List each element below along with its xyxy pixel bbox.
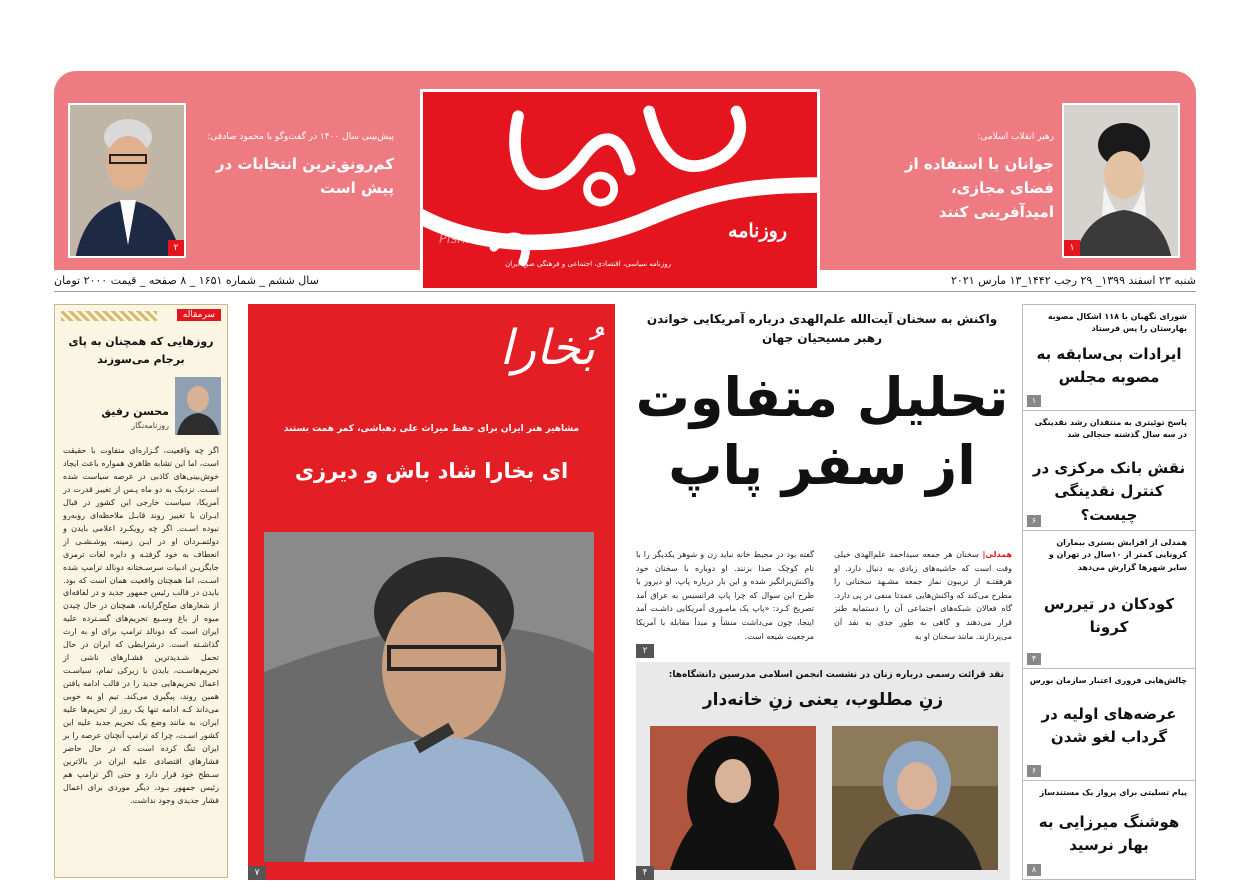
page-badge: ۲ (636, 644, 654, 658)
page-badge: ۱ (1064, 240, 1080, 256)
lead-headline: تحلیل متفاوت از سفر پاپ (635, 366, 1009, 497)
rooznameh-label: روزنامه (728, 220, 787, 242)
editorial-label: سرمقاله (177, 309, 221, 321)
sidebar-story-3[interactable] (1023, 531, 1195, 669)
sidebar-headline: نقش بانک مرکزی در کنترل نقدینگی چیست؟ (1032, 459, 1186, 524)
sidebar-story-1[interactable] (1023, 305, 1195, 411)
lead-text-right: سخنان هر جمعه سیداحمد علم‌الهدی خیلی وقت است که حاشیه‌های زیادی به دنبال دارد. او هرهفتـه از تریبون نماز جمعه مشـهد سخنانی را مطرح می‌کند که واکنش‌هایی عمدتا منفی در پی دارد. گاه فعالان شبکه‌های اجتماعی آن را دستمایه طنز قرار می‌دهند و گاهی به طور جدی به نقد آن می‌پردازند. مانند سخنان او به (834, 550, 1012, 641)
sidebar-story-4[interactable] (1023, 669, 1195, 781)
portrait-man-icon (70, 105, 186, 258)
sidebar-kicker: پیام تسلیتی برای پرواز یک مستندساز (1039, 788, 1187, 797)
page-badge: ۶ (1027, 765, 1041, 777)
sidebar-headline: ایرادات بی‌سابقه به مصوبه مجلس (1036, 345, 1182, 387)
masthead-subtitle: روزنامه سیاسی، اقتصادی، اجتماعی و فرهنگی صبح ایران (505, 260, 671, 268)
sidebar-headline: هوشنگ میرزایی به بهار نرسید (1038, 813, 1180, 855)
issue-info: سال ششم _ شماره ۱۶۵۱ _ ۸ صفحه _ قیمت ۲۰۰۰ تومان (54, 274, 319, 287)
portrait-woman-chador-icon (650, 726, 816, 870)
sidebar-headline: کودکان در تیررس کرونا (1043, 595, 1175, 637)
lead-kicker: واکنش به سخنان آیت‌الله علم‌الهدی درباره آمریکایی خواندن رهبر مسیحیان جهان (646, 312, 998, 345)
logo-calligraphy-icon (423, 92, 817, 288)
lead-body-left: گفته بود در محیط خانه نباید زن و شوهر یکدیگر را با نام کوچک صدا بزنند. او دوباره با سخنان خود واکنش‌برانگیز شده و این بار درباره پاپ، او دیروز با طرح این سوال که چرا پاپ فرانسیس به عراق آمد تصریح کـرد: «پاپ یک مامـوری آمریکایی داشـت آمد اینجا، چون می‌داشت منشأ و مبدأ مقابله با آمریکا مرجعیت شیعه است. (636, 550, 814, 641)
page-badge: ۶ (1027, 515, 1041, 527)
editorial-body: اگر چه واقعیت، گـزاره‌ای متفاوت با حقیقت است، اما این تشابه ظاهری همواره باعث ایجاد خوش‌بینی‌های کاذبی در عرصه سیاست شده اسـت. نزدیک به دو ماه پـس از تغییر قدرت در آمریکا، سیاست خارجی این کشور در قبال ایـران با تغییر روند قابـل ملاحظه‌ای روبه‌رو نبوده اسـت. اگر چه رویکـرد اعلامی بایدن و دولتمـردان او در ایـن زمینه، پوشـشـی از انعطاف به خود گرفتـه و دایره لغات ترمزی جایگزیـن ادبیات سرسـختانه دونالد ترامپ شده اسـت، اما همچنان واقعیت همان است که بود. بایدن در قالب رئیس جمهور جدید و در لفافه‌ای از شعارهای صلح‌گرایانه، همچنان در حال چیدن میوه از باغ وسـیع تحریم‌های گسـترده علیه ایران است که دونالد ترامپ برای او به ارث گذاشـته است. درشرایطی که ایران در حال تحمل شـدیدترین فشـارهای ناشی از تحریم‌هاسـت، بایدن با زیرکی تمام، سیاسـت اعمال تحریم‌هایی جدید را در قالب ادامه یافتن همین روند، پیگیری می‌کند. تیم او به خوبی می‌داند کـه ادامه تنها یک روز از تحریم‌ها علیه ایران، به مانند وضع یک تحریم جدید علیه این کشور اسـت، چرا که ترامپ آنچنان عرصه را بر ایران تنگ کرده است که در حال حاضر فشارهای اقتصادی علیه ایران در بالاترین سـطح خود قرار دارد و حتی اگر ترامپ هم رئیس جمهور بـود، دیگر موردی برای اعمال فشار جدیدی وجود نداشت. (63, 446, 219, 805)
lead-body-right (834, 548, 1012, 643)
zan-story[interactable] (636, 662, 1010, 880)
brand-tag: همدلی| (982, 550, 1013, 559)
bukhara-kicker: مشاهیر هنر ایران برای حفظ میراث علی دهباشی، کمر همت بستند (283, 424, 580, 434)
news-sidebar (1022, 304, 1196, 880)
woman-photo-1 (832, 726, 998, 870)
sidebar-story-5[interactable] (1023, 781, 1195, 879)
dateline-bar (54, 272, 1196, 292)
masthead-right-story[interactable] (870, 132, 1054, 224)
watermark: Pishkhan.com (439, 232, 530, 247)
date-text: شنبه ۲۳ اسفند ۱۳۹۹_ ۲۹ رجب ۱۴۴۲_۱۳ مارس ۲۰۲۱ (951, 274, 1196, 287)
dehbashi-photo (264, 532, 594, 862)
portrait-dehbashi-icon (264, 532, 594, 862)
author-name: محسن رفیق (101, 405, 169, 418)
editorial-title: روزهایی که همچنان به پای برجام می‌سوزند (68, 335, 214, 366)
zan-headline: زنِ مطلوب، یعنی زنِ خانه‌دار (702, 690, 944, 710)
bukhara-title: بُخارا (499, 320, 595, 376)
masthead-left-story[interactable] (194, 132, 394, 200)
author-photo (175, 377, 221, 435)
woman-photo-2 (650, 726, 816, 870)
page-badge: ۸ (1027, 864, 1041, 876)
sidebar-kicker: همدلی از افزایش بستری بیماران کرونایی کمتر از ۱۰سال در تهران و سایر شهرها گزارش می‌دهد (1048, 538, 1187, 572)
page-badge: ۱ (1027, 395, 1041, 407)
decorative-stripe (61, 311, 157, 321)
editorial-column[interactable] (54, 304, 228, 878)
page-badge: ۷ (248, 866, 266, 880)
page-badge: ۲ (168, 240, 184, 256)
story-kicker: پیش‌بینی سال ۱۴۰۰ در گفت‌وگو با محمود صادقی: (207, 132, 394, 142)
page-badge: ۴ (636, 866, 654, 880)
sidebar-kicker: شورای نگهبان با ۱۱۸ اشکال مصوبه بهارستان را پس فرستاد (1047, 312, 1187, 334)
sidebar-headline: عرضه‌های اولیه در گرداب لغو شدن (1041, 705, 1177, 747)
leader-portrait[interactable] (1062, 103, 1180, 258)
portrait-woman-scarf-icon (832, 726, 998, 870)
sidebar-story-2[interactable] (1023, 411, 1195, 531)
page-badge: ۴ (1027, 653, 1041, 665)
sadeghi-portrait[interactable] (68, 103, 186, 258)
portrait-leader-icon (1064, 105, 1180, 258)
story-headline: جوانان با استفاده از فضای مجازی، امیدآفرینی کنند (904, 155, 1054, 221)
lead-story[interactable] (632, 304, 1012, 660)
newspaper-logo[interactable] (420, 89, 820, 291)
story-kicker: رهبر انقلاب اسلامی: (977, 132, 1054, 142)
sidebar-kicker: پاسخ توئیتری به منتقدان رشد نقدینگی در سه سال گذشته جنجالی شد (1034, 418, 1187, 440)
zan-kicker: نقد قرائت رسمی درباره زنان در نشست انجمن اسلامی مدرسین دانشگاه‌ها: (668, 670, 1004, 680)
bukhara-headline: ای بخارا شاد باش و دیرزی (294, 459, 569, 483)
author-role: روزنامه‌نگار (131, 421, 169, 430)
sidebar-kicker: چالش‌هایی فروری اعتبار سازمان بورس (1029, 676, 1187, 685)
bukhara-feature[interactable] (248, 304, 615, 880)
author-face-icon (175, 377, 221, 435)
story-headline: کم‌رونق‌ترین انتخابات در پیش است (215, 155, 394, 197)
